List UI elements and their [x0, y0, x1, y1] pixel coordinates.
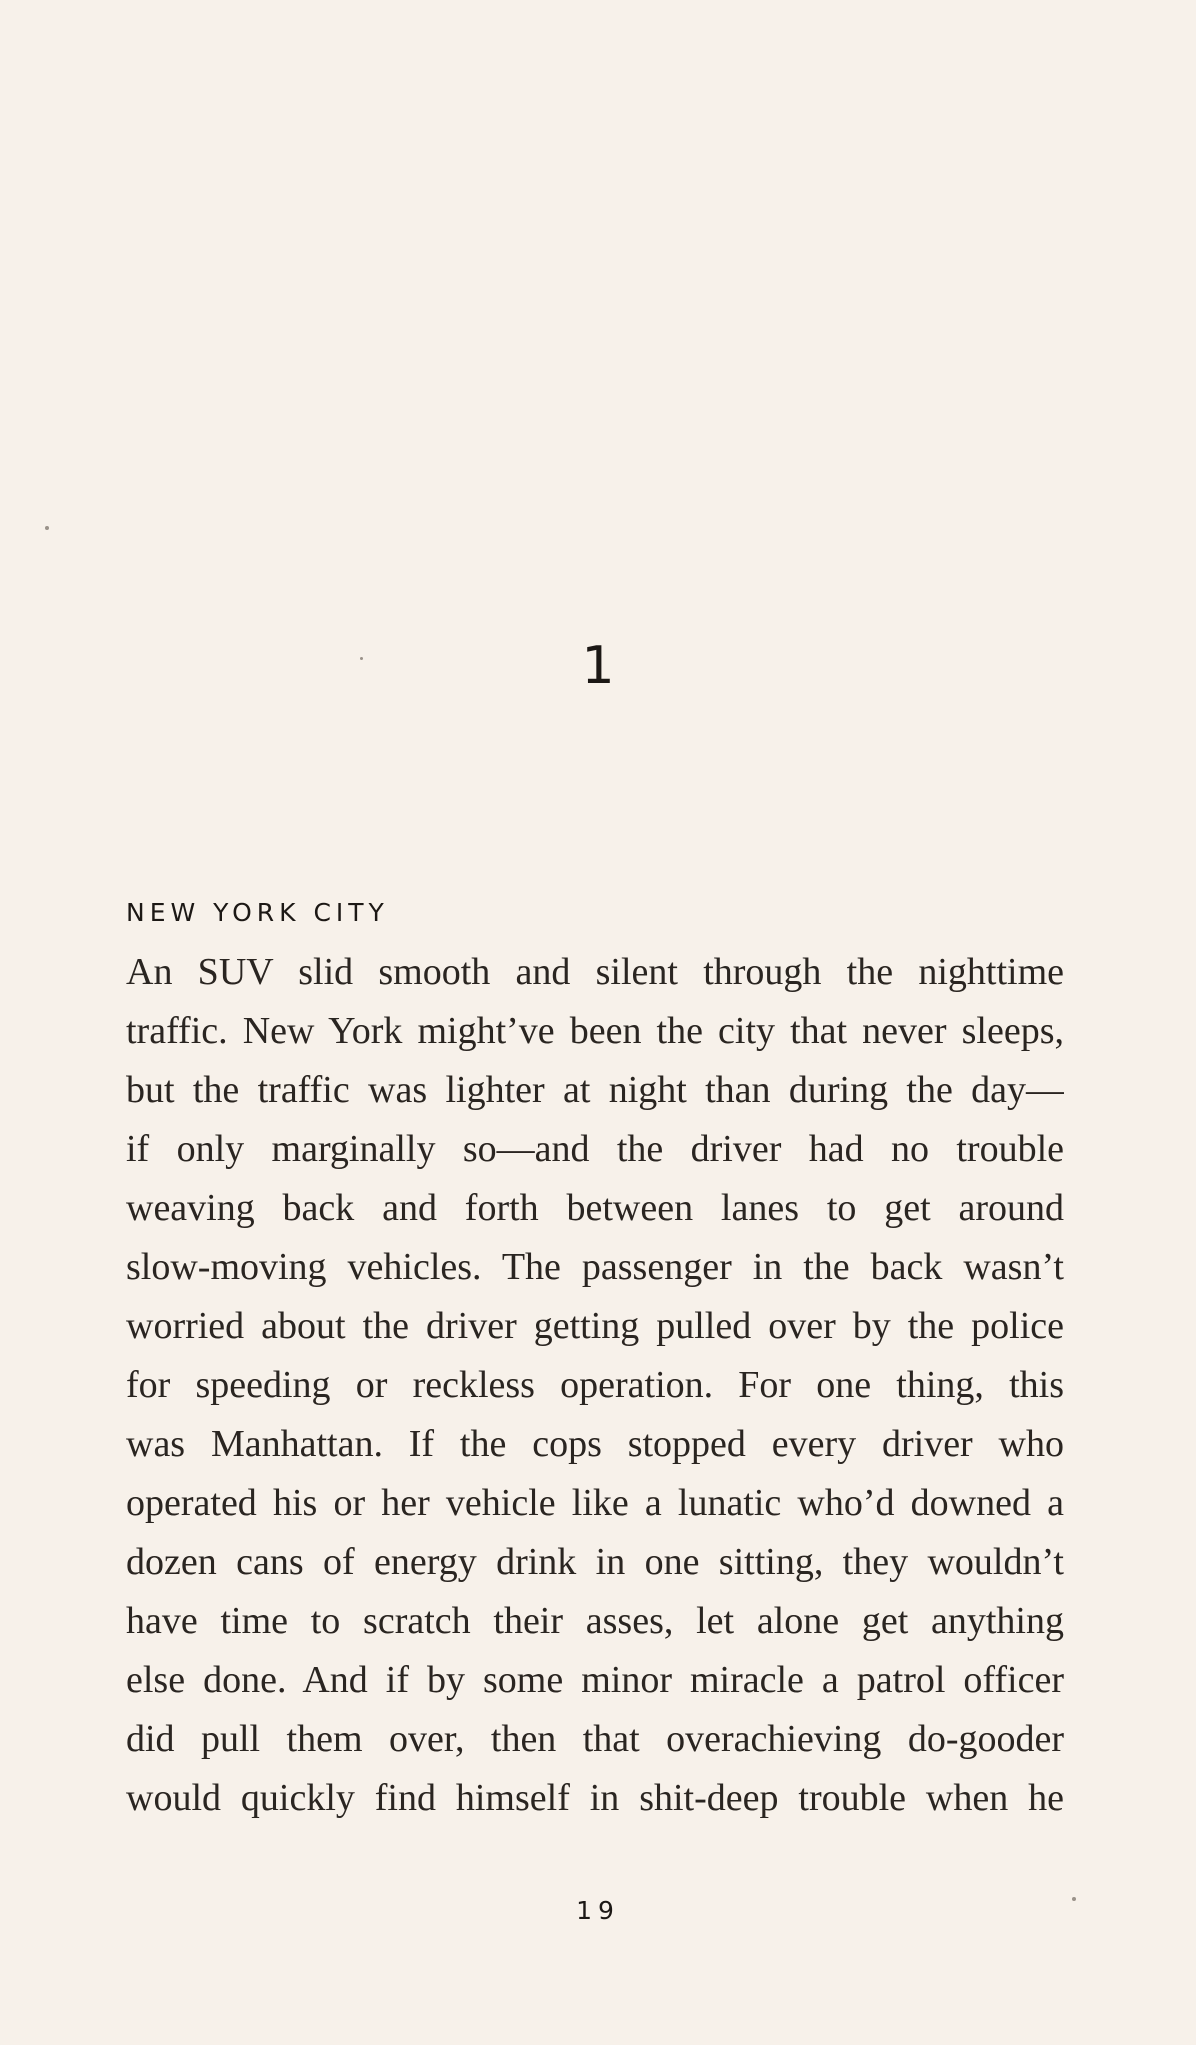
body-text-line: did pull them over, then that overachieving do-gooder [126, 1718, 1064, 1760]
body-text-line: dozen cans of energy drink in one sitting, they wouldn’t [126, 1541, 1064, 1583]
body-text-line: have time to scratch their asses, let alone get anything [126, 1600, 1064, 1642]
chapter-location-heading: NEW YORK CITY [126, 898, 389, 927]
body-text-line: for speeding or reckless operation. For one thing, this [126, 1364, 1064, 1406]
page-number: 19 [576, 1896, 620, 1925]
body-text-line: slow-moving vehicles. The passenger in the back wasn’t [126, 1246, 1064, 1288]
body-text-line: if only marginally so—and the driver had no trouble [126, 1128, 1064, 1170]
body-text-line: An SUV slid smooth and silent through the nighttime [126, 951, 1064, 993]
body-text-line: else done. And if by some minor miracle a patrol officer [126, 1659, 1064, 1701]
body-text-line: traffic. New York might’ve been the city that never sleeps, [126, 1010, 1064, 1052]
body-text-line: was Manhattan. If the cops stopped every driver who [126, 1423, 1064, 1465]
chapter-number: 1 [581, 636, 615, 696]
body-text-line: but the traffic was lighter at night than during the day— [126, 1069, 1064, 1111]
body-text-line: worried about the driver getting pulled over by the police [126, 1305, 1064, 1347]
body-text-line: operated his or her vehicle like a lunatic who’d downed a [126, 1482, 1064, 1524]
scan-speck [45, 526, 49, 530]
body-text-line: weaving back and forth between lanes to get around [126, 1187, 1064, 1229]
body-text-line: would quickly find himself in shit-deep trouble when he [126, 1777, 1064, 1819]
body-text [126, 943, 1064, 1828]
